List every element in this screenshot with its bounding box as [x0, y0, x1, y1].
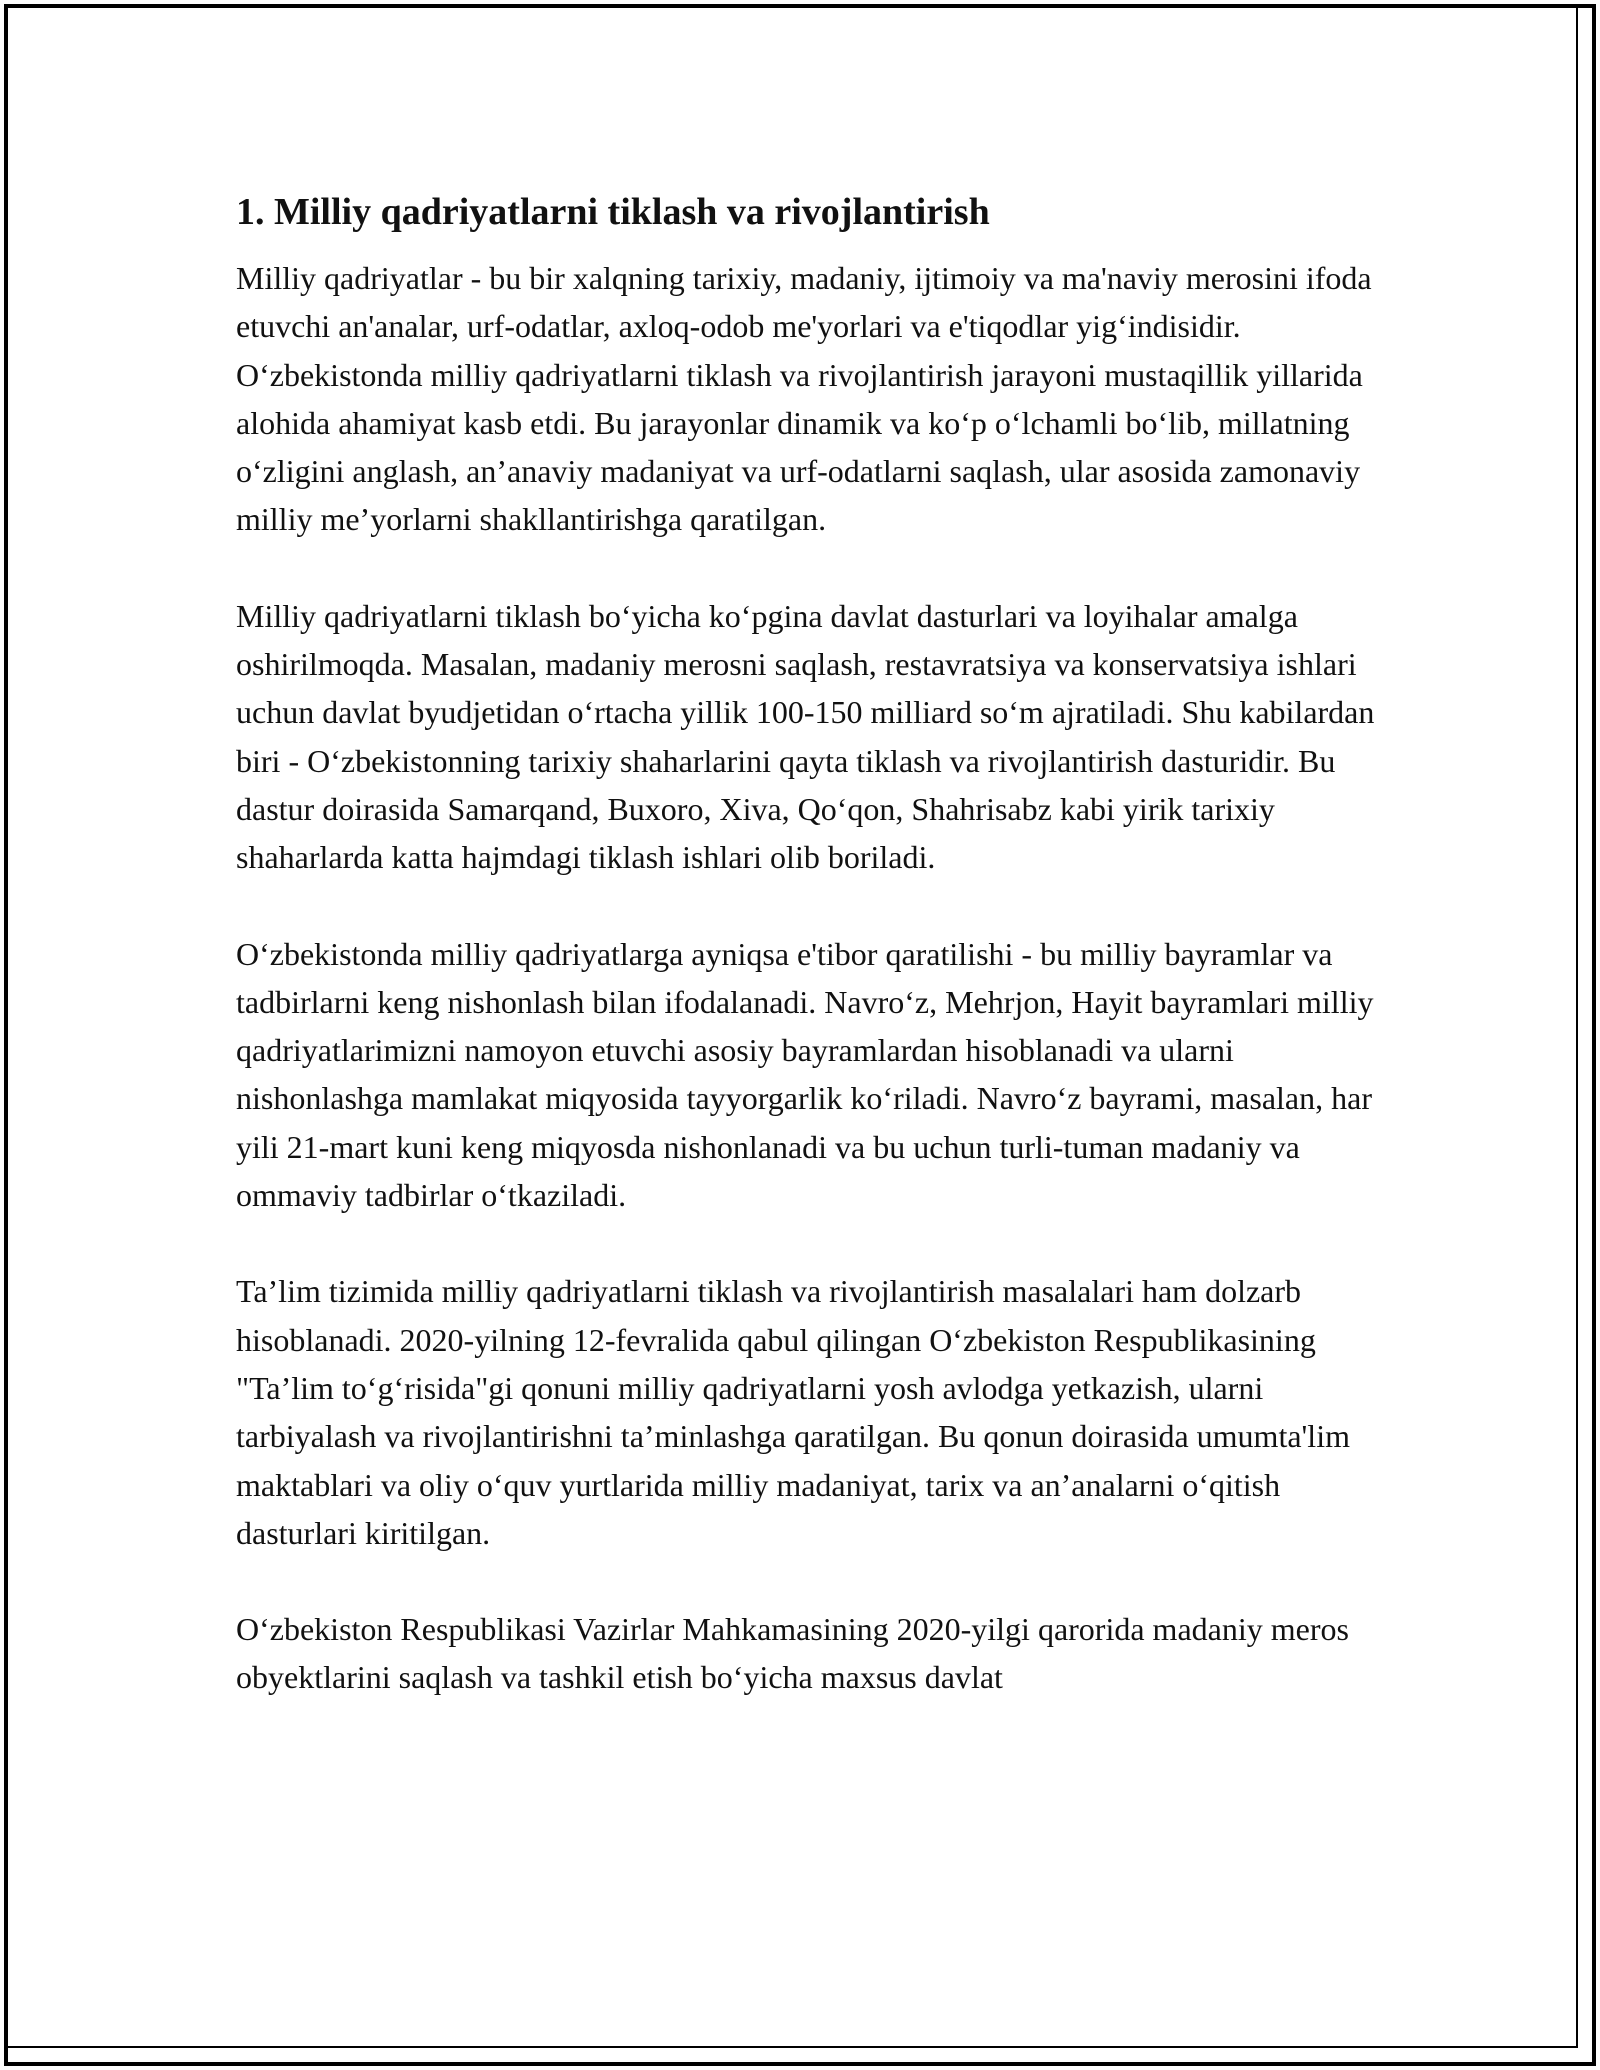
- section-heading: 1. Milliy qadriyatlarni tiklash va rivojlantirish: [236, 191, 990, 233]
- paragraph-2: Milliy qadriyatlarni tiklash bo‘yicha ko‘pgina davlat dasturlari va loyihalar amalga oshirilmoqda. Masalan, madaniy merosni saqlash, restavratsiya va konservatsiya ishlari uchun davlat byudjetidan o‘rtacha yillik 100-150 milliard so‘m ajratiladi. Shu kabilardan biri - O‘zbekistonning tarixiy shaharlarini qayta tiklash va rivojlantirish dasturidir. Bu dastur doirasida Samarqand, Buxoro, Xiva, Qo‘qon, Shahrisabz kabi yirik tarixiy shaharlarda katta hajmdagi tiklash ishlari olib boriladi.: [236, 597, 1375, 876]
- paragraph-3: O‘zbekistonda milliy qadriyatlarga ayniqsa e'tibor qaratilishi - bu milliy bayramlar va tadbirlarni keng nishonlash bilan ifodalanadi. Navro‘z, Mehrjon, Hayit bayramlari milliy qadriyatlarimizni namoyon etuvchi asosiy bayramlardan hisoblanadi va ularni nishonlashga mamlakat miqyosida tayyorgarlik ko‘riladi. Navro‘z bayrami, masalan, har yili 21-mart kuni keng miqyosda nishonlanadi va bu uchun turli-tuman madaniy va ommaviy tadbirlar o‘tkaziladi.: [236, 935, 1374, 1214]
- paragraph-1: Milliy qadriyatlar - bu bir xalqning tarixiy, madaniy, ijtimoiy va ma'naviy merosini ifoda etuvchi an'analar, urf-odatlar, axloq-odob me'yorlari va e'tiqodlar yig‘indisidir. O‘zbekistonda milliy qadriyatlarni tiklash va rivojlantirish jarayoni mustaqillik yillarida alohida ahamiyat kasb etdi. Bu jarayonlar dinamik va ko‘p o‘lchamli bo‘lib, millatning o‘zligini anglash, an’anaviy madaniyat va urf-odatlarni saqlash, ular asosida zamonaviy milliy me’yorlarni shakllantirishga qaratilgan.: [236, 260, 1372, 538]
- document-body: [236, 188, 1376, 1702]
- paragraph-5: O‘zbekiston Respublikasi Vazirlar Mahkamasining 2020-yilgi qarorida madaniy meros obyektlarini saqlash va tashkil etish bo‘yicha maxsus davlat: [236, 1611, 1349, 1696]
- paragraph-4: Ta’lim tizimida milliy qadriyatlarni tiklash va rivojlantirish masalalari ham dolzarb hisoblanadi. 2020-yilning 12-fevralida qabul qilingan O‘zbekiston Respublikasining "Ta’lim to‘g‘risida"gi qonuni milliy qadriyatlarni yosh avlodga yetkazish, ularni tarbiyalash va rivojlantirishni ta’minlashga qaratilgan. Bu qonun doirasida umumta'lim maktablari va oliy o‘quv yurtlarida milliy madaniyat, tarix va an’analarni o‘qitish dasturlari kiritilgan.: [236, 1273, 1350, 1551]
